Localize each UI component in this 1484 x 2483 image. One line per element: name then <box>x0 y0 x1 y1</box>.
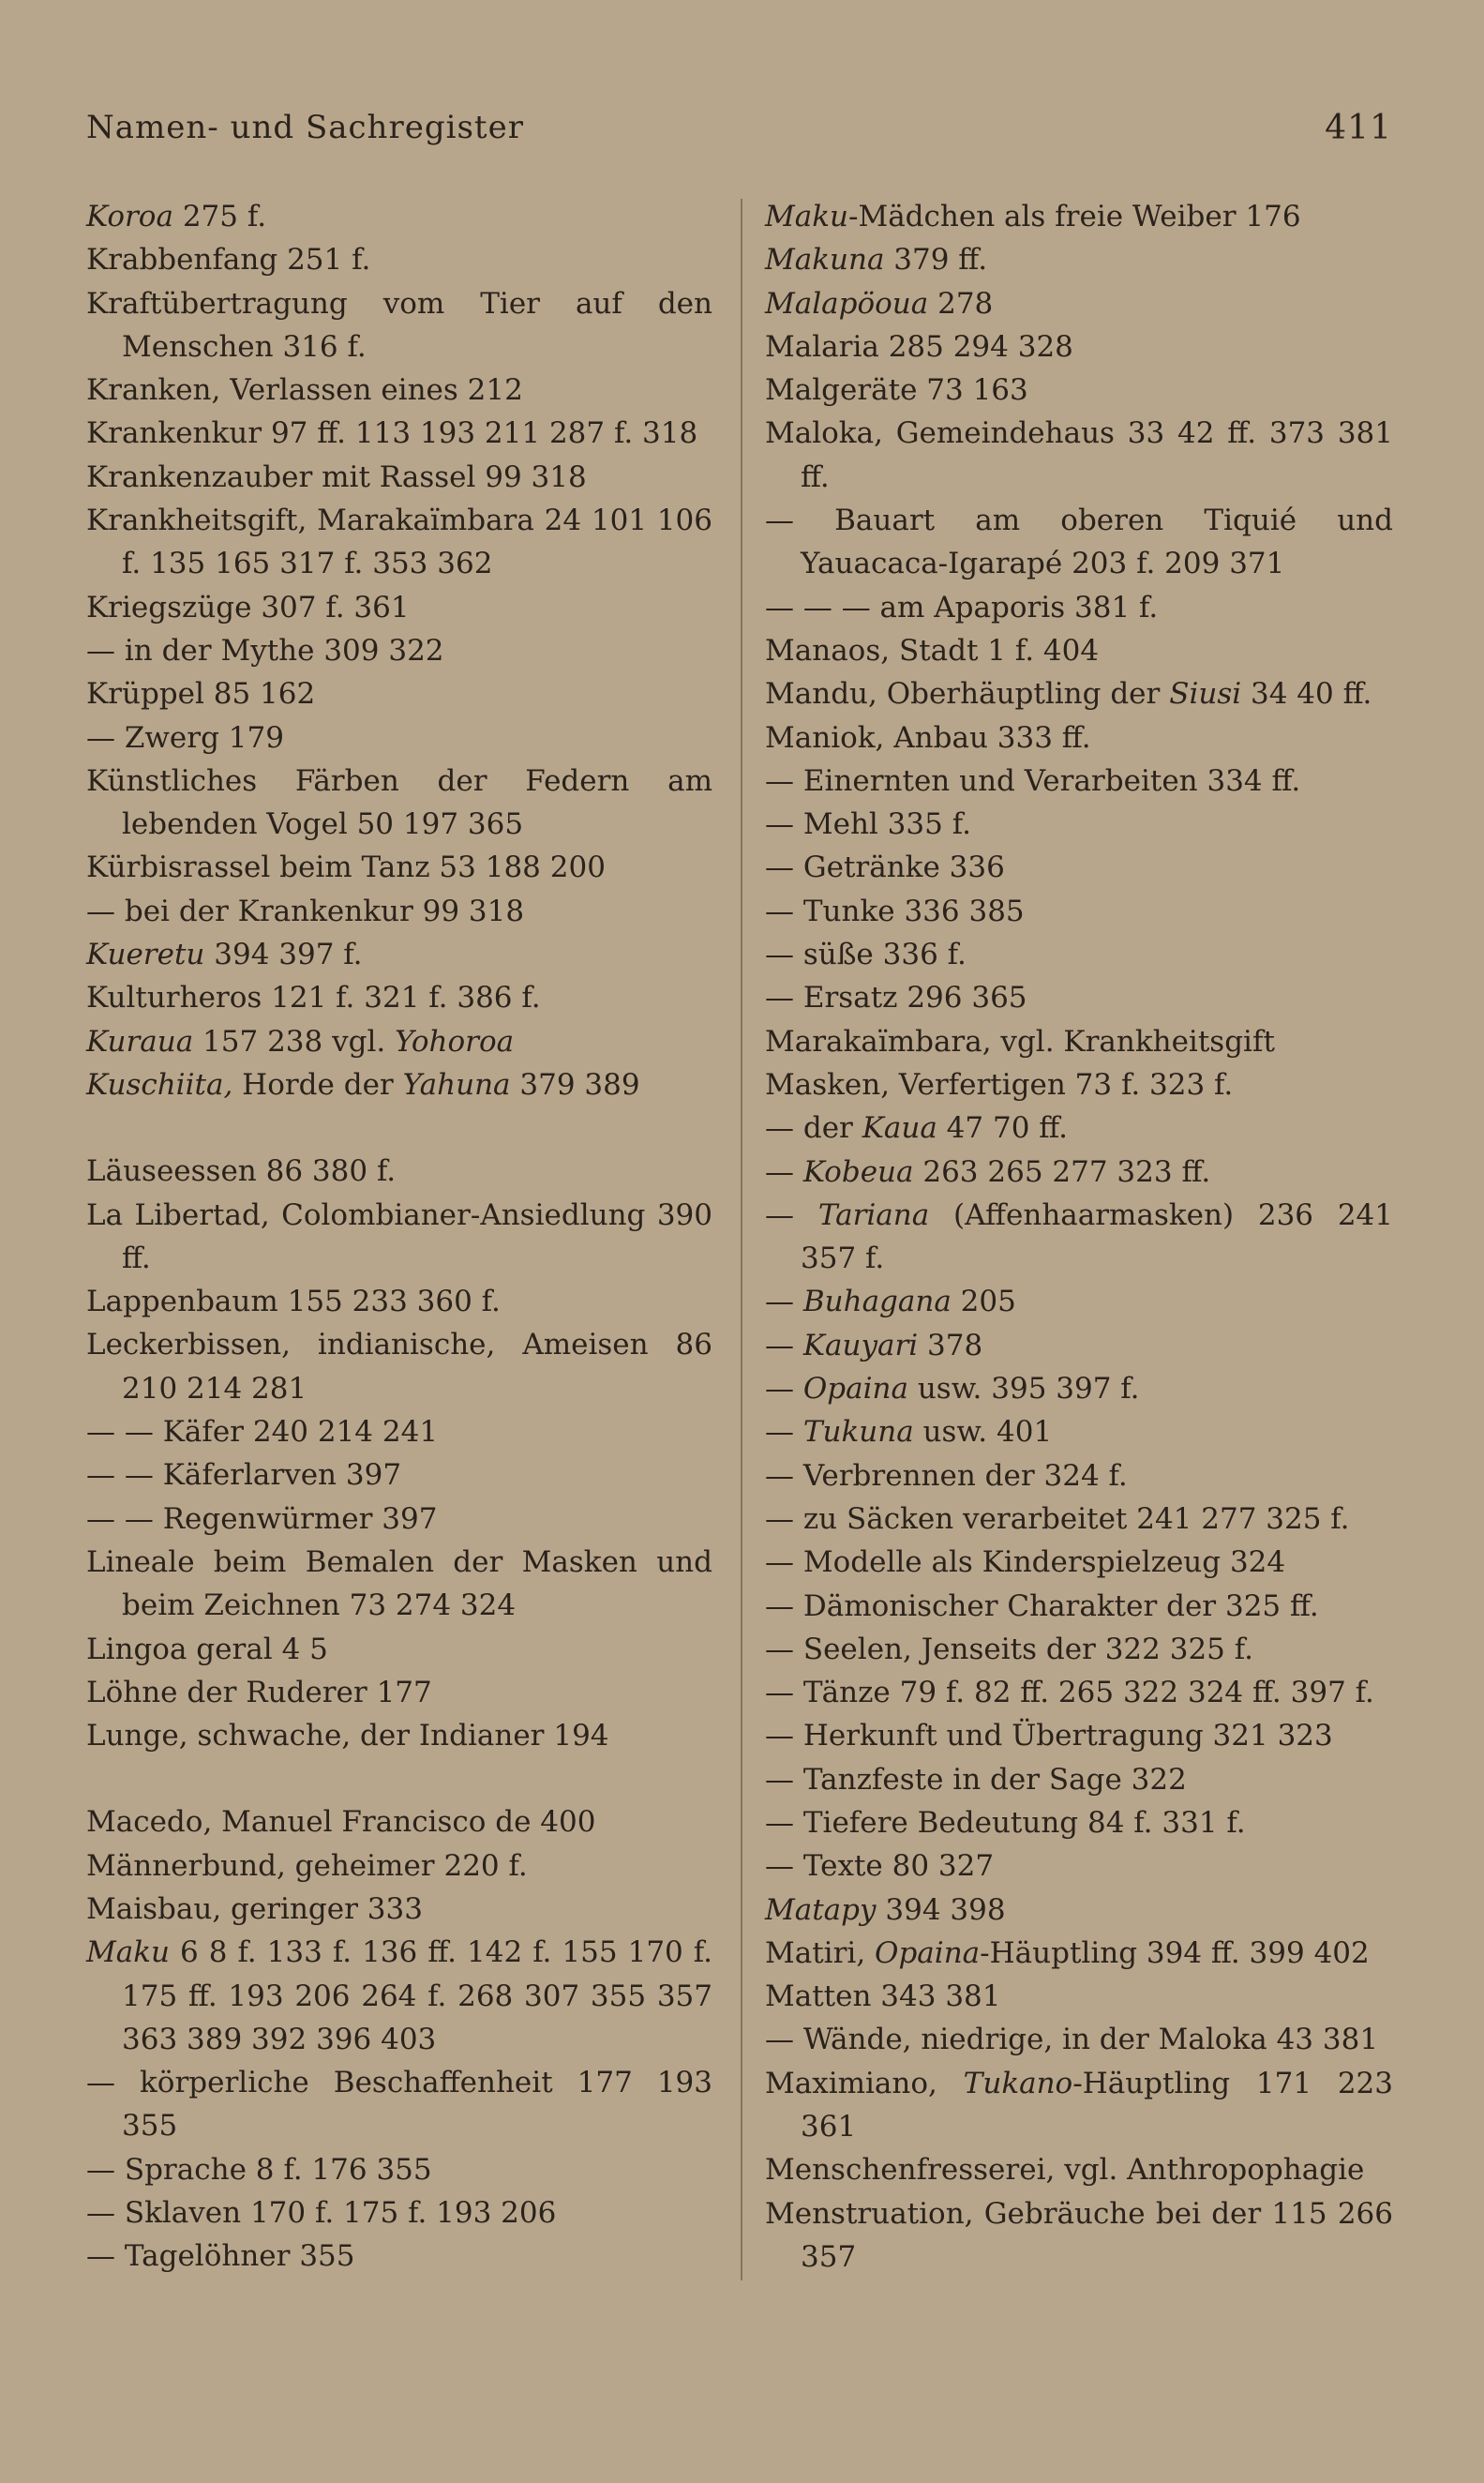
index-entry <box>86 586 712 629</box>
index-entry <box>86 672 712 715</box>
entry-text: — Texte 80 327 <box>765 1849 995 1884</box>
index-entry <box>765 1497 1393 1541</box>
index-entry <box>765 1324 1393 1367</box>
entry-text: Maisbau, geringer 333 <box>86 1891 423 1926</box>
index-entry <box>765 1063 1393 1106</box>
entry-text: usw. 401 <box>913 1415 1053 1450</box>
index-entry <box>765 369 1393 412</box>
index-entry <box>86 1497 712 1541</box>
entry-text: — Tänze 79 f. 82 ff. 265 322 324 ff. 397 f. <box>765 1676 1374 1710</box>
italic-term: Opaina <box>802 1372 908 1407</box>
index-entry <box>86 2191 712 2235</box>
entry-text: 278 <box>928 286 994 321</box>
index-entry <box>765 1801 1393 1844</box>
index-entry <box>86 238 712 281</box>
italic-term: Matapy <box>765 1892 877 1927</box>
entry-text: Kürbisrassel beim Tanz 53 188 200 <box>86 850 606 885</box>
entry-text: Leckerbissen, indianische, Ameisen 86 210 214 281 <box>86 1328 712 1406</box>
entry-text: Lunge, schwache, der Indianer 194 <box>86 1719 609 1753</box>
index-entry <box>765 586 1393 629</box>
entry-text: Macedo, Manuel Francisco de 400 <box>86 1805 596 1840</box>
entry-text: 205 <box>951 1285 1016 1319</box>
entry-text: Manaos, Stadt 1 f. 404 <box>765 633 1100 668</box>
index-entry <box>765 2148 1393 2191</box>
index-entry <box>765 672 1393 715</box>
entry-text: — <box>765 1154 803 1189</box>
entry-text: 394 397 f. <box>204 938 363 972</box>
entry-text: — süße 336 f. <box>765 938 967 972</box>
index-entry <box>765 2062 1393 2149</box>
index-entry <box>765 1280 1393 1323</box>
entry-text: Krankenkur 97 ff. 113 193 211 287 f. 318 <box>86 416 698 451</box>
entry-text: 6 8 f. 133 f. 136 ff. 142 f. 155 170 f. 175 ff. 193 206 264 f. 268 307 355 357 363 389 392 396 403 <box>122 1935 712 2056</box>
entry-text: Matiri, <box>765 1935 876 1970</box>
entry-text: Künstliches Färben der Federn am lebenden Vogel 50 197 365 <box>86 763 712 842</box>
index-entry <box>86 629 712 672</box>
entry-text: Lingoa geral 4 5 <box>86 1632 328 1666</box>
entry-text: — <box>765 1415 803 1450</box>
index-entry <box>86 1844 712 1888</box>
italic-term: Tukano <box>963 2066 1073 2100</box>
index-entry <box>86 195 712 238</box>
italic-term: Buhagana <box>802 1285 952 1319</box>
entry-text: — körperliche Beschaffenheit 177 193 355 <box>86 2066 712 2144</box>
index-entry <box>765 282 1393 325</box>
index-entry <box>765 1194 1393 1281</box>
index-entry <box>765 1932 1393 1975</box>
index-entry <box>765 1410 1393 1453</box>
section-gap <box>86 1106 712 1150</box>
index-entry <box>765 1671 1393 1714</box>
index-entry <box>765 1714 1393 1757</box>
entry-text: -Mädchen als freie Weiber 176 <box>847 200 1301 233</box>
italic-term: Kuschiita, <box>86 1067 233 1102</box>
entry-text: -Häuptling 171 223 361 <box>801 2066 1393 2144</box>
entry-text: — Seelen, Jenseits der 322 325 f. <box>765 1632 1253 1666</box>
entry-text: — Tagelöhner 355 <box>86 2239 355 2274</box>
entry-text: — Sklaven 170 f. 175 f. 193 206 <box>86 2196 557 2231</box>
index-entry <box>86 2148 712 2191</box>
entry-text: Kraftübertragung vom Tier auf den Menschen 316 f. <box>86 286 712 364</box>
entry-text: — der <box>765 1111 862 1146</box>
entry-text: — in der Mythe 309 322 <box>86 633 444 668</box>
entry-text: — Mehl 335 f. <box>765 807 971 842</box>
entry-text: Männerbund, geheimer 220 f. <box>86 1848 528 1883</box>
italic-term: Kaua <box>862 1111 937 1146</box>
entry-text: Menstruation, Gebräuche bei der 115 266 357 <box>765 2196 1393 2274</box>
italic-term: Kauyari <box>802 1328 919 1362</box>
entry-text: Matten 343 381 <box>765 1979 1001 2014</box>
italic-term: Tariana <box>817 1197 930 1232</box>
index-entry <box>765 1541 1393 1584</box>
entry-text: 379 389 <box>510 1067 640 1102</box>
page-header <box>86 109 1392 158</box>
index-entry <box>86 1888 712 1931</box>
italic-term: Kueretu <box>86 938 205 972</box>
index-entry <box>86 1020 712 1063</box>
index-entry <box>765 890 1393 933</box>
index-entry <box>86 1150 712 1193</box>
entry-text: — Dämonischer Charakter der 325 ff. <box>765 1588 1319 1623</box>
entry-text: 275 f. <box>172 200 267 233</box>
entry-text: — Tunke 336 385 <box>765 894 1025 928</box>
page-number: 411 <box>1325 109 1392 147</box>
index-entry <box>86 1628 712 1671</box>
index-entry <box>765 1020 1393 1063</box>
entry-text: — <box>765 1372 803 1407</box>
column-divider <box>741 199 742 2280</box>
entry-text: 263 265 277 323 ff. <box>913 1154 1211 1189</box>
entry-text: Läuseessen 86 380 f. <box>86 1154 397 1189</box>
entry-text: — Getränke 336 <box>765 850 1005 885</box>
entry-text: — Ersatz 296 365 <box>765 981 1027 1016</box>
entry-text: — Bauart am oberen Tiquié und Yauacaca-Igarapé 203 f. 209 371 <box>765 504 1393 581</box>
entry-text: Lineale beim Bemalen der Masken und beim Zeichnen 73 274 324 <box>86 1544 712 1623</box>
index-entry <box>765 1628 1393 1671</box>
entry-text: Lappenbaum 155 233 360 f. <box>86 1285 501 1319</box>
index-entry <box>86 846 712 889</box>
entry-text: Löhne der Ruderer 177 <box>86 1675 432 1709</box>
entry-text: Krankheitsgift, Marakaïmbara 24 101 106 f. 135 165 317 f. 353 362 <box>86 504 712 581</box>
entry-text: — — — am Apaporis 381 f. <box>765 590 1159 625</box>
index-entry <box>765 2018 1393 2061</box>
index-entry <box>86 1323 712 1410</box>
entry-text: La Libertad, Colombianer-Ansiedlung 390 ff. <box>86 1197 712 1275</box>
entry-text: — zu Säcken verarbeitet 241 277 325 f. <box>765 1501 1350 1536</box>
index-entry <box>86 456 712 499</box>
index-entry <box>765 1585 1393 1628</box>
index-entry <box>765 1889 1393 1932</box>
entry-text: -Häuptling 394 ff. 399 402 <box>980 1935 1370 1970</box>
italic-term: Kobeua <box>802 1154 914 1189</box>
index-entry <box>86 282 712 369</box>
index-entry <box>86 1280 712 1323</box>
index-entry <box>86 933 712 976</box>
index-entry <box>765 803 1393 846</box>
entry-text: Marakaïmbara, vgl. Krankheitsgift <box>765 1024 1275 1059</box>
entry-text: Masken, Verfertigen 73 f. 323 f. <box>765 1067 1234 1102</box>
index-entry <box>86 1453 712 1497</box>
index-entry <box>86 1063 712 1106</box>
entry-text: — — Käferlarven 397 <box>86 1458 402 1493</box>
index-entry <box>765 325 1393 369</box>
index-entry <box>765 1151 1393 1194</box>
italic-term: Koroa <box>86 200 173 233</box>
italic-term: Yahuna <box>402 1067 511 1102</box>
entry-text: 378 <box>918 1328 983 1362</box>
entry-text: 34 40 ff. <box>1241 677 1372 712</box>
index-entry <box>765 716 1393 760</box>
entry-text: — Verbrennen der 324 f. <box>765 1458 1128 1493</box>
entry-text: — — Käfer 240 214 241 <box>86 1415 439 1450</box>
entry-text: — <box>765 1328 803 1362</box>
index-entry <box>86 1931 712 2061</box>
index-entry <box>765 195 1393 238</box>
index-entry <box>765 629 1393 672</box>
entry-text: — Herkunft und Übertragung 321 323 <box>765 1719 1333 1753</box>
running-title: Namen- und Sachregister <box>86 109 524 146</box>
index-entry <box>86 2061 712 2148</box>
entry-text: 47 70 ff. <box>937 1111 1069 1146</box>
entry-text: — <box>765 1285 803 1319</box>
entry-text: Kulturheros 121 f. 321 f. 386 f. <box>86 981 541 1016</box>
entry-text: Maniok, Anbau 333 ff. <box>765 720 1091 755</box>
italic-term: Tukuna <box>802 1415 914 1450</box>
entry-text: — <box>765 1197 818 1232</box>
entry-text: — Einernten und Verarbeiten 334 ff. <box>765 763 1301 798</box>
entry-text: Maximiano, <box>765 2066 964 2100</box>
italic-term: Opaina <box>875 1935 981 1970</box>
entry-text: — — Regenwürmer 397 <box>86 1501 438 1536</box>
index-entry <box>86 1194 712 1281</box>
entry-text: — Sprache 8 f. 176 355 <box>86 2152 432 2187</box>
index-entry <box>86 412 712 455</box>
italic-term: Maku <box>86 1935 170 1970</box>
index-entry <box>86 369 712 412</box>
index-entry <box>86 1541 712 1628</box>
index-entry <box>765 499 1393 586</box>
index-entry <box>765 1454 1393 1497</box>
entry-text: — Wände, niedrige, in der Maloka 43 381 <box>765 2023 1379 2057</box>
index-entry <box>86 976 712 1019</box>
entry-text: — Tiefere Bedeutung 84 f. 331 f. <box>765 1805 1246 1840</box>
index-entry <box>86 716 712 760</box>
entry-text: Kriegszüge 307 f. 361 <box>86 590 410 625</box>
italic-term: Makuna <box>765 243 885 278</box>
right-index-column <box>765 195 1393 2279</box>
left-index-column <box>86 195 712 2279</box>
index-entry <box>86 1410 712 1453</box>
section-gap <box>86 1757 712 1800</box>
entry-text: Horde der <box>232 1067 403 1102</box>
index-entry <box>765 1844 1393 1888</box>
italic-term: Malapöoua <box>765 286 929 321</box>
index-entry <box>765 760 1393 803</box>
italic-term: Maku <box>765 200 848 233</box>
italic-term: Kuraua <box>86 1024 194 1059</box>
entry-text: Malgeräte 73 163 <box>765 373 1028 408</box>
entry-text: — Zwerg 179 <box>86 720 284 755</box>
index-entry <box>765 2192 1393 2280</box>
index-entry <box>86 499 712 586</box>
entry-text: (Affenhaarmasken) 236 241 357 f. <box>801 1197 1393 1276</box>
entry-text: Krabbenfang 251 f. <box>86 243 371 278</box>
index-entry <box>765 933 1393 976</box>
index-entry <box>765 1106 1393 1150</box>
index-entry <box>86 1800 712 1843</box>
entry-text: 379 ff. <box>884 243 988 278</box>
entry-text: Krankenzauber mit Rassel 99 318 <box>86 459 587 494</box>
italic-term: Yohoroa <box>395 1024 515 1059</box>
index-entry <box>765 238 1393 281</box>
entry-text: — Modelle als Kinderspielzeug 324 <box>765 1545 1286 1580</box>
index-entry <box>765 1367 1393 1410</box>
index-entry <box>86 1714 712 1757</box>
entry-text: 157 238 vgl. <box>193 1024 396 1059</box>
index-entry <box>86 760 712 847</box>
index-entry <box>765 1758 1393 1801</box>
index-entry <box>765 846 1393 889</box>
entry-text: Kranken, Verlassen eines 212 <box>86 373 523 408</box>
entry-text: Krüppel 85 162 <box>86 677 316 712</box>
index-entry <box>86 890 712 933</box>
entry-text: Maloka, Gemeindehaus 33 42 ff. 373 381 ff. <box>765 416 1393 494</box>
entry-text: — bei der Krankenkur 99 318 <box>86 894 525 928</box>
italic-term: Siusi <box>1169 677 1242 712</box>
entry-text: Mandu, Oberhäuptling der <box>765 677 1170 712</box>
entry-text: Malaria 285 294 328 <box>765 329 1073 364</box>
index-entry <box>86 2235 712 2278</box>
entry-text: Menschenfresserei, vgl. Anthropophagie <box>765 2153 1365 2188</box>
index-entry <box>765 412 1393 499</box>
entry-text: usw. 395 397 f. <box>907 1372 1140 1407</box>
entry-text: 394 398 <box>876 1892 1006 1927</box>
index-entry <box>86 1671 712 1714</box>
index-entry <box>765 1975 1393 2018</box>
index-entry <box>765 976 1393 1019</box>
entry-text: — Tanzfeste in der Sage 322 <box>765 1762 1187 1797</box>
